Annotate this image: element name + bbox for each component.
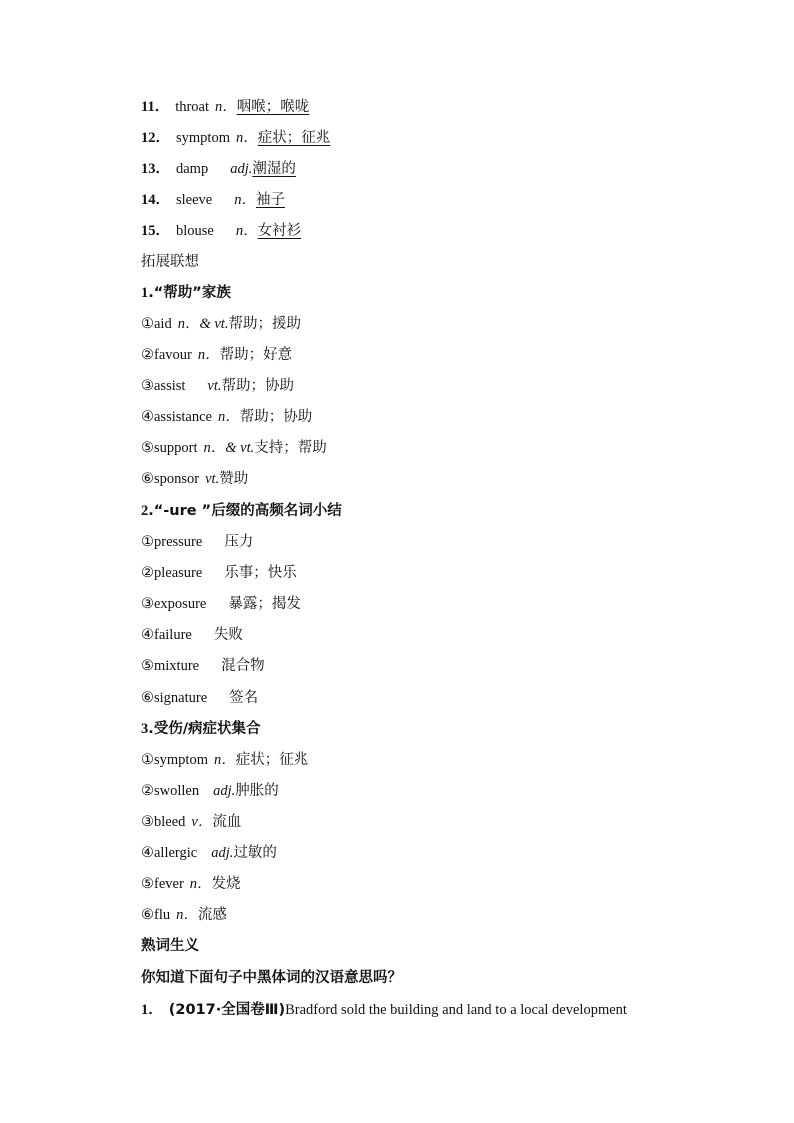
part-of-speech: v．	[191, 814, 213, 830]
vocab-item	[141, 158, 296, 180]
list-item	[141, 904, 227, 926]
meaning: 女衬衫	[257, 223, 302, 239]
item-marker: ⑤	[141, 658, 154, 674]
part-of-speech: n．	[235, 223, 258, 239]
group-title-text: .受伤/病症状集合	[148, 721, 261, 737]
part-of-speech: adj.	[230, 161, 253, 177]
part-of-speech: n．& vt.	[203, 440, 255, 456]
meaning: 咽喉；喉咙	[236, 99, 310, 115]
meaning: 症状；征兆	[257, 130, 331, 146]
list-item	[141, 437, 327, 459]
word: swollen	[154, 783, 200, 799]
group-title-text: .“-ure ”后缀的高频名词小结	[148, 503, 342, 519]
word: mixture	[154, 658, 200, 674]
item-number: 1．	[141, 1002, 163, 1018]
part-of-speech: adj.	[211, 845, 234, 861]
word: bleed	[154, 814, 186, 830]
item-marker: ④	[141, 627, 154, 643]
word: allergic	[154, 845, 198, 861]
group-title	[141, 500, 342, 522]
part-of-speech: n．	[215, 99, 237, 115]
meaning: 流血	[212, 814, 242, 830]
meaning: 压力	[224, 534, 254, 550]
meaning: 赞助	[219, 471, 249, 487]
item-number: 13．	[141, 161, 170, 177]
part-of-speech: n．	[213, 752, 236, 768]
part-of-speech: vt.	[205, 471, 220, 487]
item-marker: ③	[141, 596, 154, 612]
item-marker: ⑥	[141, 690, 154, 706]
item-marker: ①	[141, 534, 154, 550]
word: fever	[154, 876, 184, 892]
meaning: 过敏的	[233, 845, 277, 861]
vocab-item	[141, 127, 330, 149]
list-item	[141, 468, 248, 490]
item-marker: ⑤	[141, 440, 154, 456]
word: assist	[154, 378, 186, 394]
meaning: 支持；帮助	[254, 440, 327, 456]
list-item	[141, 811, 241, 833]
meaning: 肿胀的	[235, 783, 279, 799]
word: symptom	[154, 752, 208, 768]
item-marker: ②	[141, 565, 154, 581]
word: pressure	[154, 534, 203, 550]
item-number: 14．	[141, 192, 170, 208]
meaning: 暴露；揭发	[228, 596, 301, 612]
word: support	[154, 440, 198, 456]
meaning: 帮助；援助	[228, 316, 301, 332]
item-marker: ②	[141, 783, 154, 799]
group-title-text: .“帮助”家族	[148, 285, 231, 301]
list-item	[141, 780, 279, 802]
question-prompt: 你知道下面句子中黑体词的汉语意思吗？	[141, 970, 402, 986]
item-marker: ①	[141, 752, 154, 768]
item-number: 12．	[141, 130, 170, 146]
meaning: 潮湿的	[252, 161, 296, 177]
word: throat	[175, 99, 210, 115]
meaning: 症状；征兆	[235, 752, 309, 768]
group-number: 2	[141, 503, 149, 519]
vocab-item	[141, 96, 309, 118]
meaning: 签名	[229, 690, 259, 706]
list-item	[141, 562, 297, 584]
word: sponsor	[154, 471, 200, 487]
item-marker: ⑥	[141, 907, 154, 923]
word: flu	[154, 907, 171, 923]
word: assistance	[154, 409, 212, 425]
word: pleasure	[154, 565, 203, 581]
word: symptom	[176, 130, 230, 146]
meaning: 帮助；协助	[239, 409, 313, 425]
section-heading: 拓展联想	[141, 254, 199, 270]
section-heading: 熟词生义	[141, 938, 199, 954]
part-of-speech: adj.	[213, 783, 236, 799]
part-of-speech: n．	[197, 347, 220, 363]
list-item	[141, 842, 277, 864]
item-marker: ①	[141, 316, 154, 332]
word: aid	[154, 316, 172, 332]
item-marker: ③	[141, 378, 154, 394]
example-sentence	[141, 999, 627, 1021]
list-item	[141, 593, 301, 615]
part-of-speech: n．& vt.	[177, 316, 229, 332]
item-marker: ⑥	[141, 471, 154, 487]
source: (2017·全国卷Ⅲ)	[168, 1002, 286, 1018]
list-item	[141, 313, 301, 335]
group-number: 1	[141, 285, 149, 301]
meaning: 流感	[197, 907, 227, 923]
list-item	[141, 655, 265, 677]
word: sleeve	[176, 192, 213, 208]
word: blouse	[176, 223, 214, 239]
item-marker: ④	[141, 845, 154, 861]
word: exposure	[154, 596, 207, 612]
meaning: 袖子	[255, 192, 285, 208]
list-item	[141, 344, 292, 366]
part-of-speech: n．	[176, 907, 198, 923]
vocab-item	[141, 189, 285, 211]
item-marker: ③	[141, 814, 154, 830]
part-of-speech: n．	[189, 876, 212, 892]
sentence-text: Bradford sold the building and land to a local development	[285, 1002, 627, 1018]
list-item	[141, 531, 253, 553]
meaning: 帮助；协助	[221, 378, 295, 394]
word: damp	[176, 161, 209, 177]
part-of-speech: vt.	[207, 378, 222, 394]
meaning: 帮助；好意	[219, 347, 293, 363]
meaning: 乐事；快乐	[224, 565, 297, 581]
item-marker: ⑤	[141, 876, 154, 892]
group-title	[141, 282, 231, 304]
word: failure	[154, 627, 192, 643]
list-item	[141, 375, 294, 397]
word: favour	[154, 347, 192, 363]
list-item	[141, 624, 243, 646]
item-number: 11．	[141, 99, 170, 115]
meaning: 发烧	[211, 876, 241, 892]
group-title	[141, 718, 261, 740]
group-number: 3	[141, 721, 149, 737]
meaning: 失败	[213, 627, 243, 643]
list-item	[141, 687, 258, 709]
item-marker: ②	[141, 347, 154, 363]
list-item	[141, 873, 241, 895]
item-number: 15．	[141, 223, 170, 239]
item-marker: ④	[141, 409, 154, 425]
word: signature	[154, 690, 208, 706]
meaning: 混合物	[221, 658, 265, 674]
part-of-speech: n．	[235, 130, 258, 146]
part-of-speech: n．	[217, 409, 240, 425]
part-of-speech: n．	[234, 192, 256, 208]
list-item	[141, 749, 308, 771]
list-item	[141, 406, 312, 428]
vocab-item	[141, 220, 301, 242]
